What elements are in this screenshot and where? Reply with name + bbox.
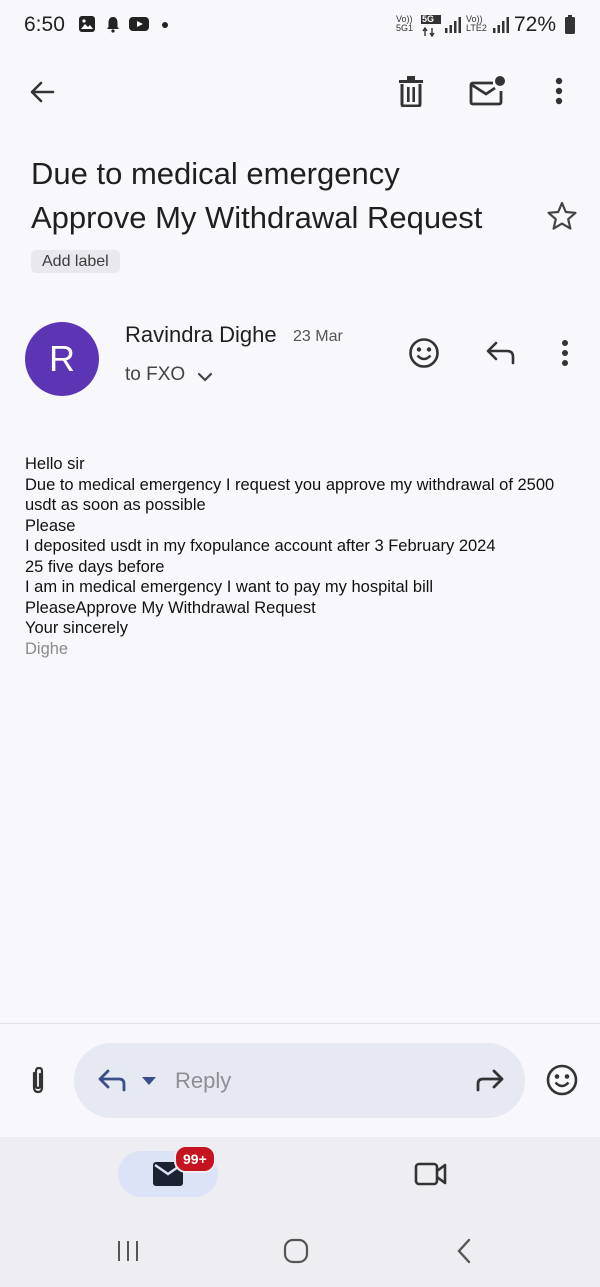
data-arrows-icon — [421, 27, 437, 37]
volte-1-top: Vo)) — [396, 14, 413, 24]
emoji-icon — [545, 1063, 579, 1097]
signal-1-icon — [444, 16, 462, 34]
email-subject — [31, 152, 531, 240]
more-vert-icon — [561, 339, 569, 367]
battery-icon — [564, 15, 576, 35]
add-label-chip[interactable]: Add label — [31, 250, 120, 273]
more-vert-icon — [555, 77, 563, 105]
body-line: Hello sir — [25, 455, 85, 473]
reply-button[interactable] — [476, 329, 524, 377]
recent-apps-button[interactable] — [104, 1227, 152, 1275]
volte-1-indicator — [396, 15, 416, 33]
back-button[interactable] — [18, 68, 66, 116]
reply-icon — [97, 1068, 127, 1094]
chevron-down-icon — [197, 371, 213, 383]
5g-label: 5G — [421, 15, 441, 24]
body-line: I deposited usdt in my fxopulance account after 3 February 2024 — [25, 537, 496, 555]
unread-badge: 99+ — [174, 1145, 216, 1173]
composer-divider — [0, 1023, 600, 1024]
home-button[interactable] — [272, 1227, 320, 1275]
message-more-button[interactable] — [541, 329, 589, 377]
dropdown-arrow-icon — [141, 1076, 157, 1086]
subject-line-1: Due to medical emergency — [31, 156, 400, 191]
recipient-label: to FXO — [125, 364, 186, 385]
status-time: 6:50 — [24, 13, 65, 36]
signal-2-icon — [492, 16, 510, 34]
body-line: I am in medical emergency I want to pay my hospital bill — [25, 578, 434, 596]
arrow-back-icon — [28, 78, 56, 106]
attachment-icon — [28, 1065, 48, 1095]
sender-name: Ravindra Dighe — [125, 322, 277, 347]
subject-line-2: Approve My Withdrawal Request — [31, 200, 483, 235]
body-line: Please — [25, 516, 76, 535]
reply-composer[interactable] — [74, 1043, 525, 1118]
mark-unread-button[interactable] — [463, 67, 511, 115]
star-button[interactable] — [538, 192, 586, 240]
recent-apps-icon — [115, 1239, 141, 1263]
recipient-details-toggle[interactable] — [125, 362, 213, 388]
youtube-icon — [128, 15, 150, 33]
volte-2-indicator — [466, 15, 490, 33]
body-line: PleaseApprove My Withdrawal Request — [25, 598, 316, 617]
dot-icon — [160, 15, 170, 33]
email-date: 23 Mar — [293, 328, 343, 345]
video-camera-icon — [414, 1161, 448, 1187]
trash-icon — [397, 75, 425, 107]
forward-icon[interactable] — [474, 1068, 506, 1094]
system-back-button[interactable] — [440, 1227, 488, 1275]
home-icon — [283, 1238, 309, 1264]
avatar[interactable]: R — [25, 322, 99, 396]
volte-1-bottom: 5G1 — [396, 23, 414, 33]
volte-2-bottom: LTE2 — [466, 23, 487, 33]
notification-bell-icon — [104, 15, 122, 33]
status-bar — [0, 0, 600, 52]
body-line: Your sincerely — [25, 619, 129, 637]
mail-unread-icon — [469, 75, 505, 107]
email-body — [25, 454, 585, 659]
body-line: Due to medical emergency I request you approve my withdrawal of 2500 — [25, 475, 555, 494]
reply-mode-dropdown[interactable] — [136, 1071, 162, 1091]
battery-percent: 72% — [514, 13, 557, 36]
chevron-left-icon — [456, 1238, 472, 1264]
attach-button[interactable] — [14, 1056, 62, 1104]
more-options-button[interactable] — [535, 67, 583, 115]
volte-2-top: Vo)) — [466, 14, 483, 24]
nav-meet-tab[interactable] — [407, 1150, 455, 1198]
body-line: usdt as soon as possible — [25, 496, 206, 514]
star-outline-icon — [546, 200, 578, 232]
reply-icon — [484, 339, 516, 367]
signature: Dighe — [25, 639, 69, 658]
reply-placeholder: Reply — [175, 1068, 232, 1093]
add-reaction-button[interactable] — [400, 329, 448, 377]
delete-button[interactable] — [387, 67, 435, 115]
5g-indicator — [421, 15, 441, 42]
body-line: 25 five days before — [25, 557, 165, 576]
emoji-icon — [408, 337, 440, 369]
composer-emoji-button[interactable] — [538, 1056, 586, 1104]
gallery-icon — [78, 15, 96, 33]
